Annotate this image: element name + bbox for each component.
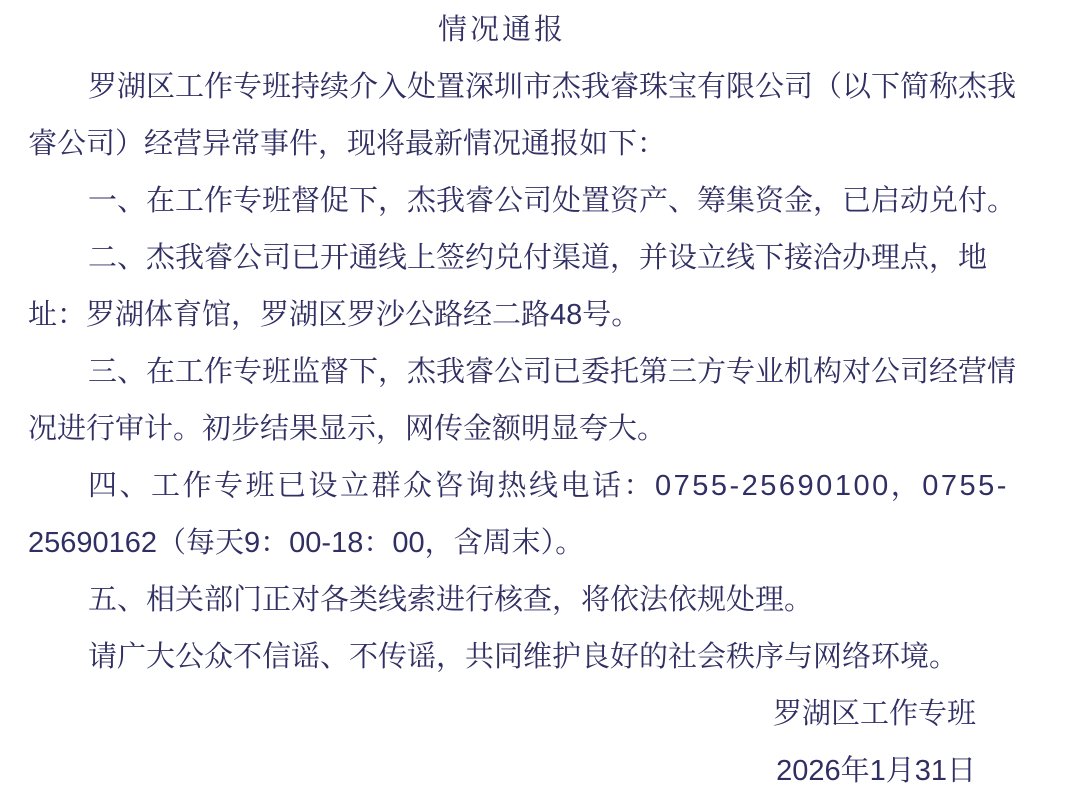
signature: 罗湖区工作专班 <box>772 698 976 730</box>
paragraph-item-3-line-2: 况进行审计。初步结果显示，网传金额明显夸大。 <box>28 413 667 445</box>
paragraph-item-2-line-1: 二、杰我睿公司已开通线上签约兑付渠道，并设立线下接洽办理点，地 <box>88 242 988 274</box>
paragraph-1-line-1: 罗湖区工作专班持续介入处置深圳市杰我睿珠宝有限公司（以下简称杰我 <box>88 71 1017 103</box>
paragraph-item-3-line-1: 三、在工作专班监督下，杰我睿公司已委托第三方专业机构对公司经营情 <box>88 356 1017 388</box>
paragraph-1-line-2: 睿公司）经营异常事件，现将最新情况通报如下： <box>28 128 667 160</box>
paragraph-item-4-line-1: 四、工作专班已设立群众咨询热线电话：0755-25690100，0755- <box>88 470 1009 502</box>
date: 2026年1月31日 <box>776 755 976 787</box>
closing-appeal: 请广大公众不信谣、不传谣，共同维护良好的社会秩序与网络环境。 <box>88 641 959 673</box>
paragraph-item-2-line-2: 址：罗湖体育馆，罗湖区罗沙公路经二路48号。 <box>28 299 641 331</box>
paragraph-item-4-line-2: 25690162（每天9：00-18：00，含周末）。 <box>28 527 585 559</box>
paragraph-item-5: 五、相关部门正对各类线索进行核查，将依法依规处理。 <box>88 584 814 616</box>
document-title: 情况通报 <box>437 14 566 46</box>
paragraph-item-1: 一、在工作专班督促下，杰我睿公司处置资产、筹集资金，已启动兑付。 <box>88 185 1017 217</box>
